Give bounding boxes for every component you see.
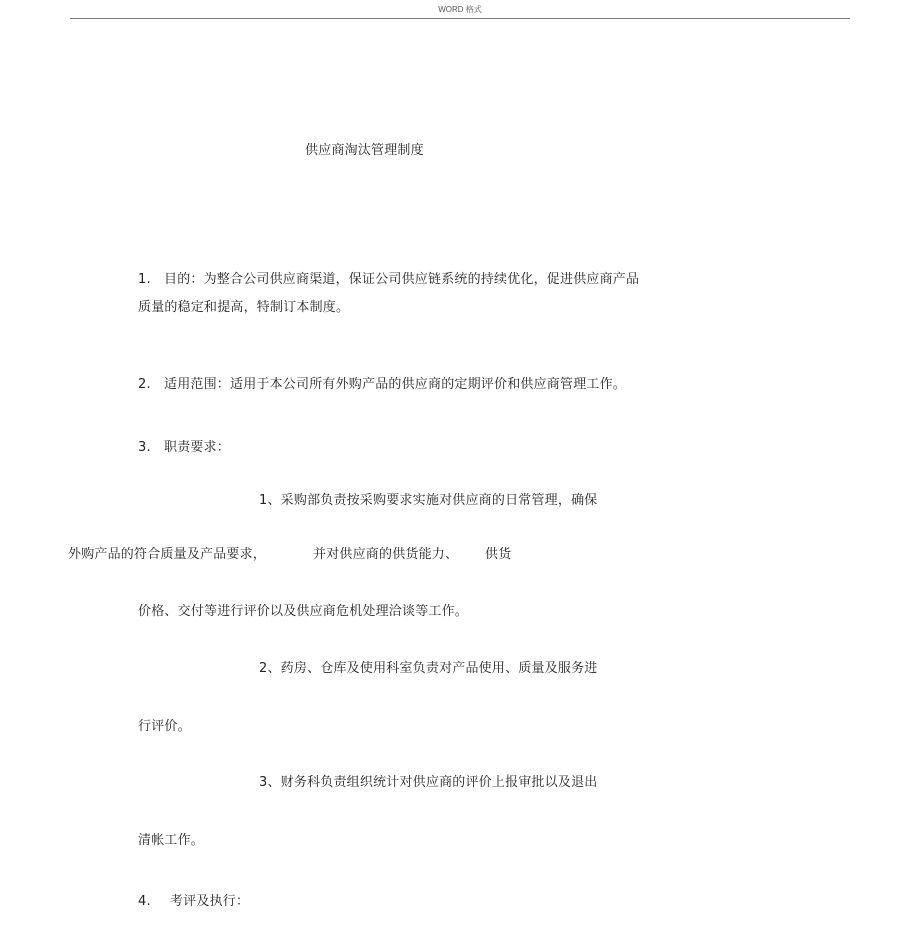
section-3-line-1	[138, 439, 230, 457]
header-rule	[70, 18, 850, 19]
section-2-text: 适用范围：适用于本公司所有外购产品的供应商的定期评价和供应商管理工作。	[164, 377, 627, 392]
section-1-number: 1.	[138, 272, 151, 287]
section-2-line-1	[138, 376, 626, 394]
section-2-number: 2.	[138, 377, 151, 392]
responsibility-1-line-3: 价格、交付等进行评价以及供应商危机处理洽谈等工作。	[138, 604, 469, 619]
section-4-number: 4.	[138, 894, 151, 909]
document-title: 供应商淘汰管理制度	[305, 143, 424, 158]
section-3-number: 3.	[138, 440, 151, 455]
section-4-line-1	[138, 893, 249, 911]
responsibility-3-line-2: 清帐工作。	[138, 833, 205, 848]
section-1-line-2: 质量的稳定和提高，特制订本制度。	[138, 300, 350, 315]
responsibility-1-line-2a: 外购产品的符合质量及产品要求，	[68, 547, 267, 562]
responsibility-1-line-1: 1、采购部负责按采购要求实施对供应商的日常管理，确保	[259, 493, 598, 508]
page-header: WORD 格式	[438, 5, 482, 14]
responsibility-2-line-1: 2、药房、仓库及使用科室负责对产品使用、质量及服务进	[259, 661, 598, 676]
responsibility-1-line-2c: 供货	[485, 547, 512, 562]
responsibility-3-line-1: 3、财务科负责组织统计对供应商的评价上报审批以及退出	[259, 775, 598, 790]
section-4-text: 考评及执行：	[170, 894, 250, 909]
section-1-text: 目的：为整合公司供应商渠道，保证公司供应链系统的持续优化，促进供应商产品	[164, 272, 640, 287]
section-3-text: 职责要求：	[164, 440, 231, 455]
section-1-line-1	[138, 271, 639, 289]
responsibility-2-line-2: 行评价。	[138, 719, 191, 734]
responsibility-1-line-2b: 并对供应商的供货能力、	[313, 547, 459, 562]
